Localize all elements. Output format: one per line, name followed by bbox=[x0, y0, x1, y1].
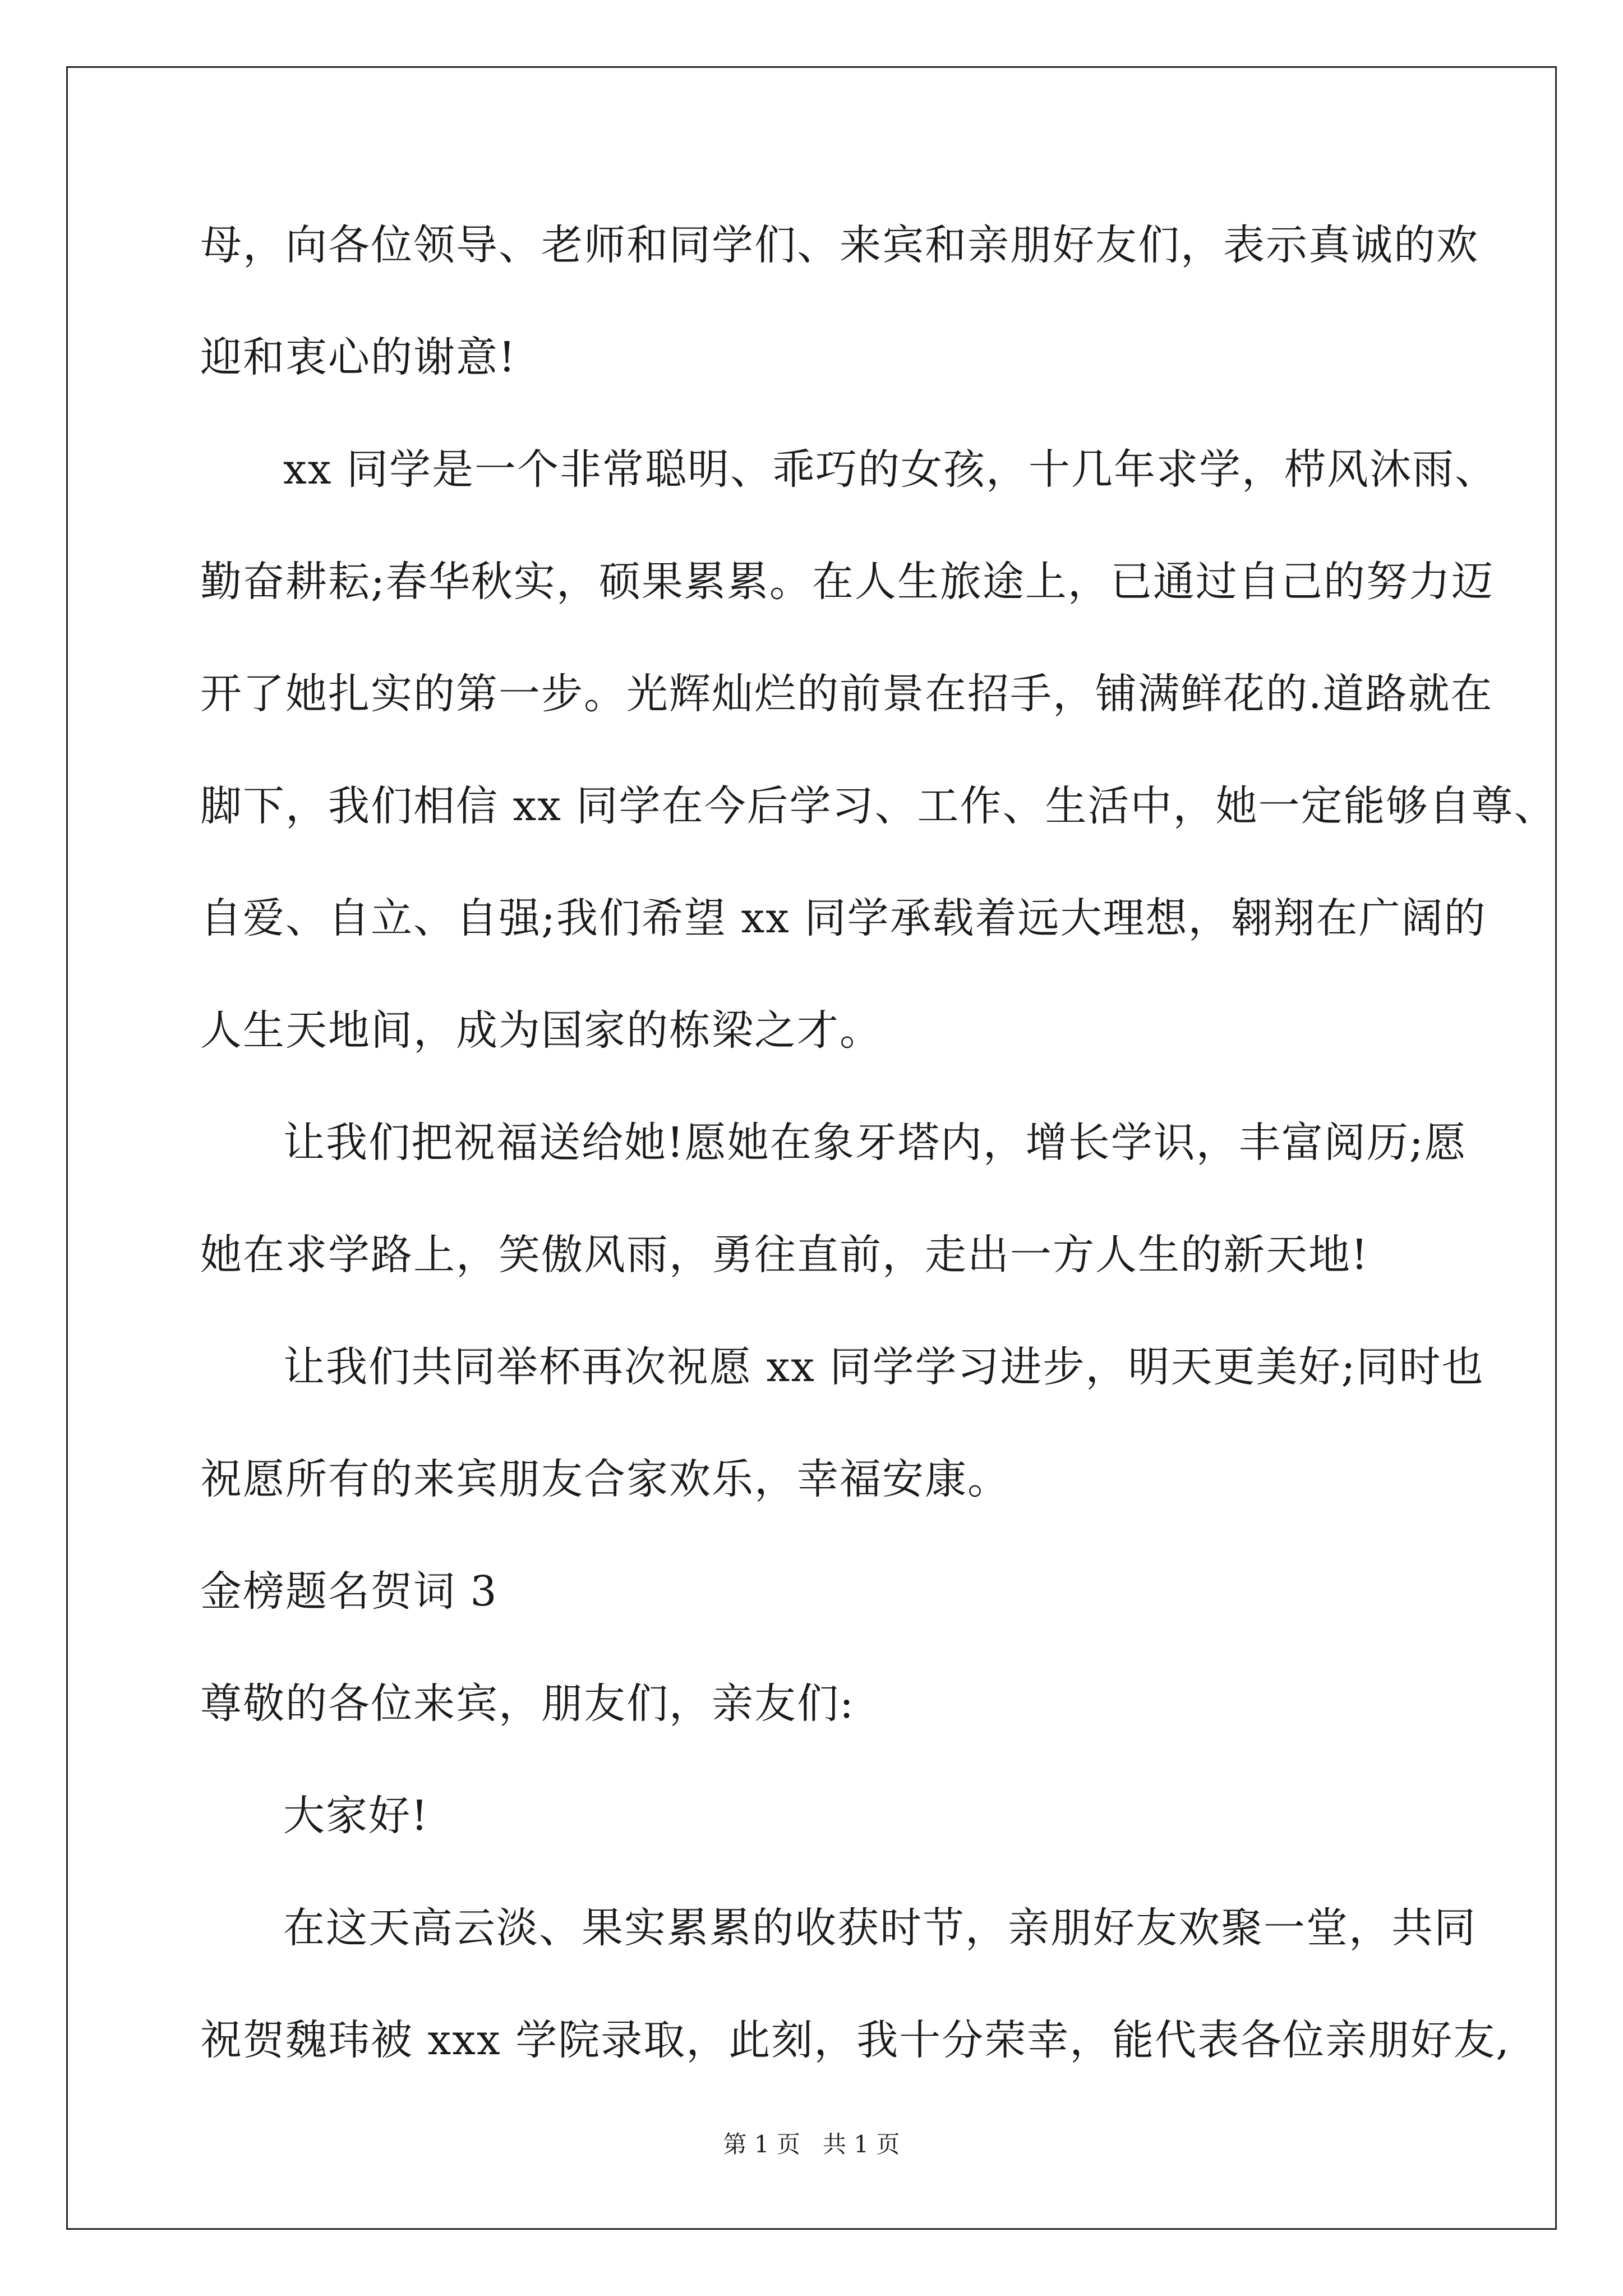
page-number-footer: 第 1 页 共 1 页 bbox=[723, 2131, 900, 2158]
text-line: 让我们共同举杯再次祝愿 xx 同学学习进步，明天更美好;同时也 bbox=[283, 1343, 1484, 1391]
salutation: 尊敬的各位来宾，朋友们，亲友们: bbox=[200, 1680, 855, 1728]
text-line: 脚下，我们相信 xx 同学在今后学习、工作、生活中，她一定能够自尊、 bbox=[200, 782, 1557, 830]
text-line: 迎和衷心的谢意! bbox=[200, 333, 517, 381]
text-line: 勤奋耕耘;春华秋实，硕果累累。在人生旅途上，已通过自己的努力迈 bbox=[200, 558, 1494, 606]
text-line: 让我们把祝福送给她!愿她在象牙塔内，增长学识，丰富阅历;愿 bbox=[283, 1119, 1467, 1167]
greeting: 大家好! bbox=[283, 1792, 429, 1840]
text-line: 母，向各位领导、老师和同学们、来宾和亲朋好友们，表示真诚的欢 bbox=[200, 221, 1479, 269]
section-heading: 金榜题名贺词 3 bbox=[200, 1567, 498, 1616]
text-line: xx 同学是一个非常聪明、乖巧的女孩，十几年求学，栉风沐雨、 bbox=[283, 445, 1497, 494]
text-line: 在这天高云淡、果实累累的收获时节，亲朋好友欢聚一堂，共同 bbox=[283, 1904, 1477, 1952]
text-line: 她在求学路上，笑傲风雨，勇往直前，走出一方人生的新天地! bbox=[200, 1231, 1369, 1279]
text-line: 自爱、自立、自强;我们希望 xx 同学承载着远大理想，翱翔在广阔的 bbox=[200, 894, 1487, 942]
text-line: 祝贺魏玮被 xxx 学院录取，此刻，我十分荣幸，能代表各位亲朋好友, bbox=[200, 2016, 1510, 2064]
text-line: 开了她扎实的第一步。光辉灿烂的前景在招手，铺满鲜花的.道路就在 bbox=[200, 670, 1493, 718]
text-line: 祝愿所有的来宾朋友合家欢乐，幸福安康。 bbox=[200, 1455, 1010, 1503]
text-line: 人生天地间，成为国家的栋梁之才。 bbox=[200, 1006, 882, 1055]
